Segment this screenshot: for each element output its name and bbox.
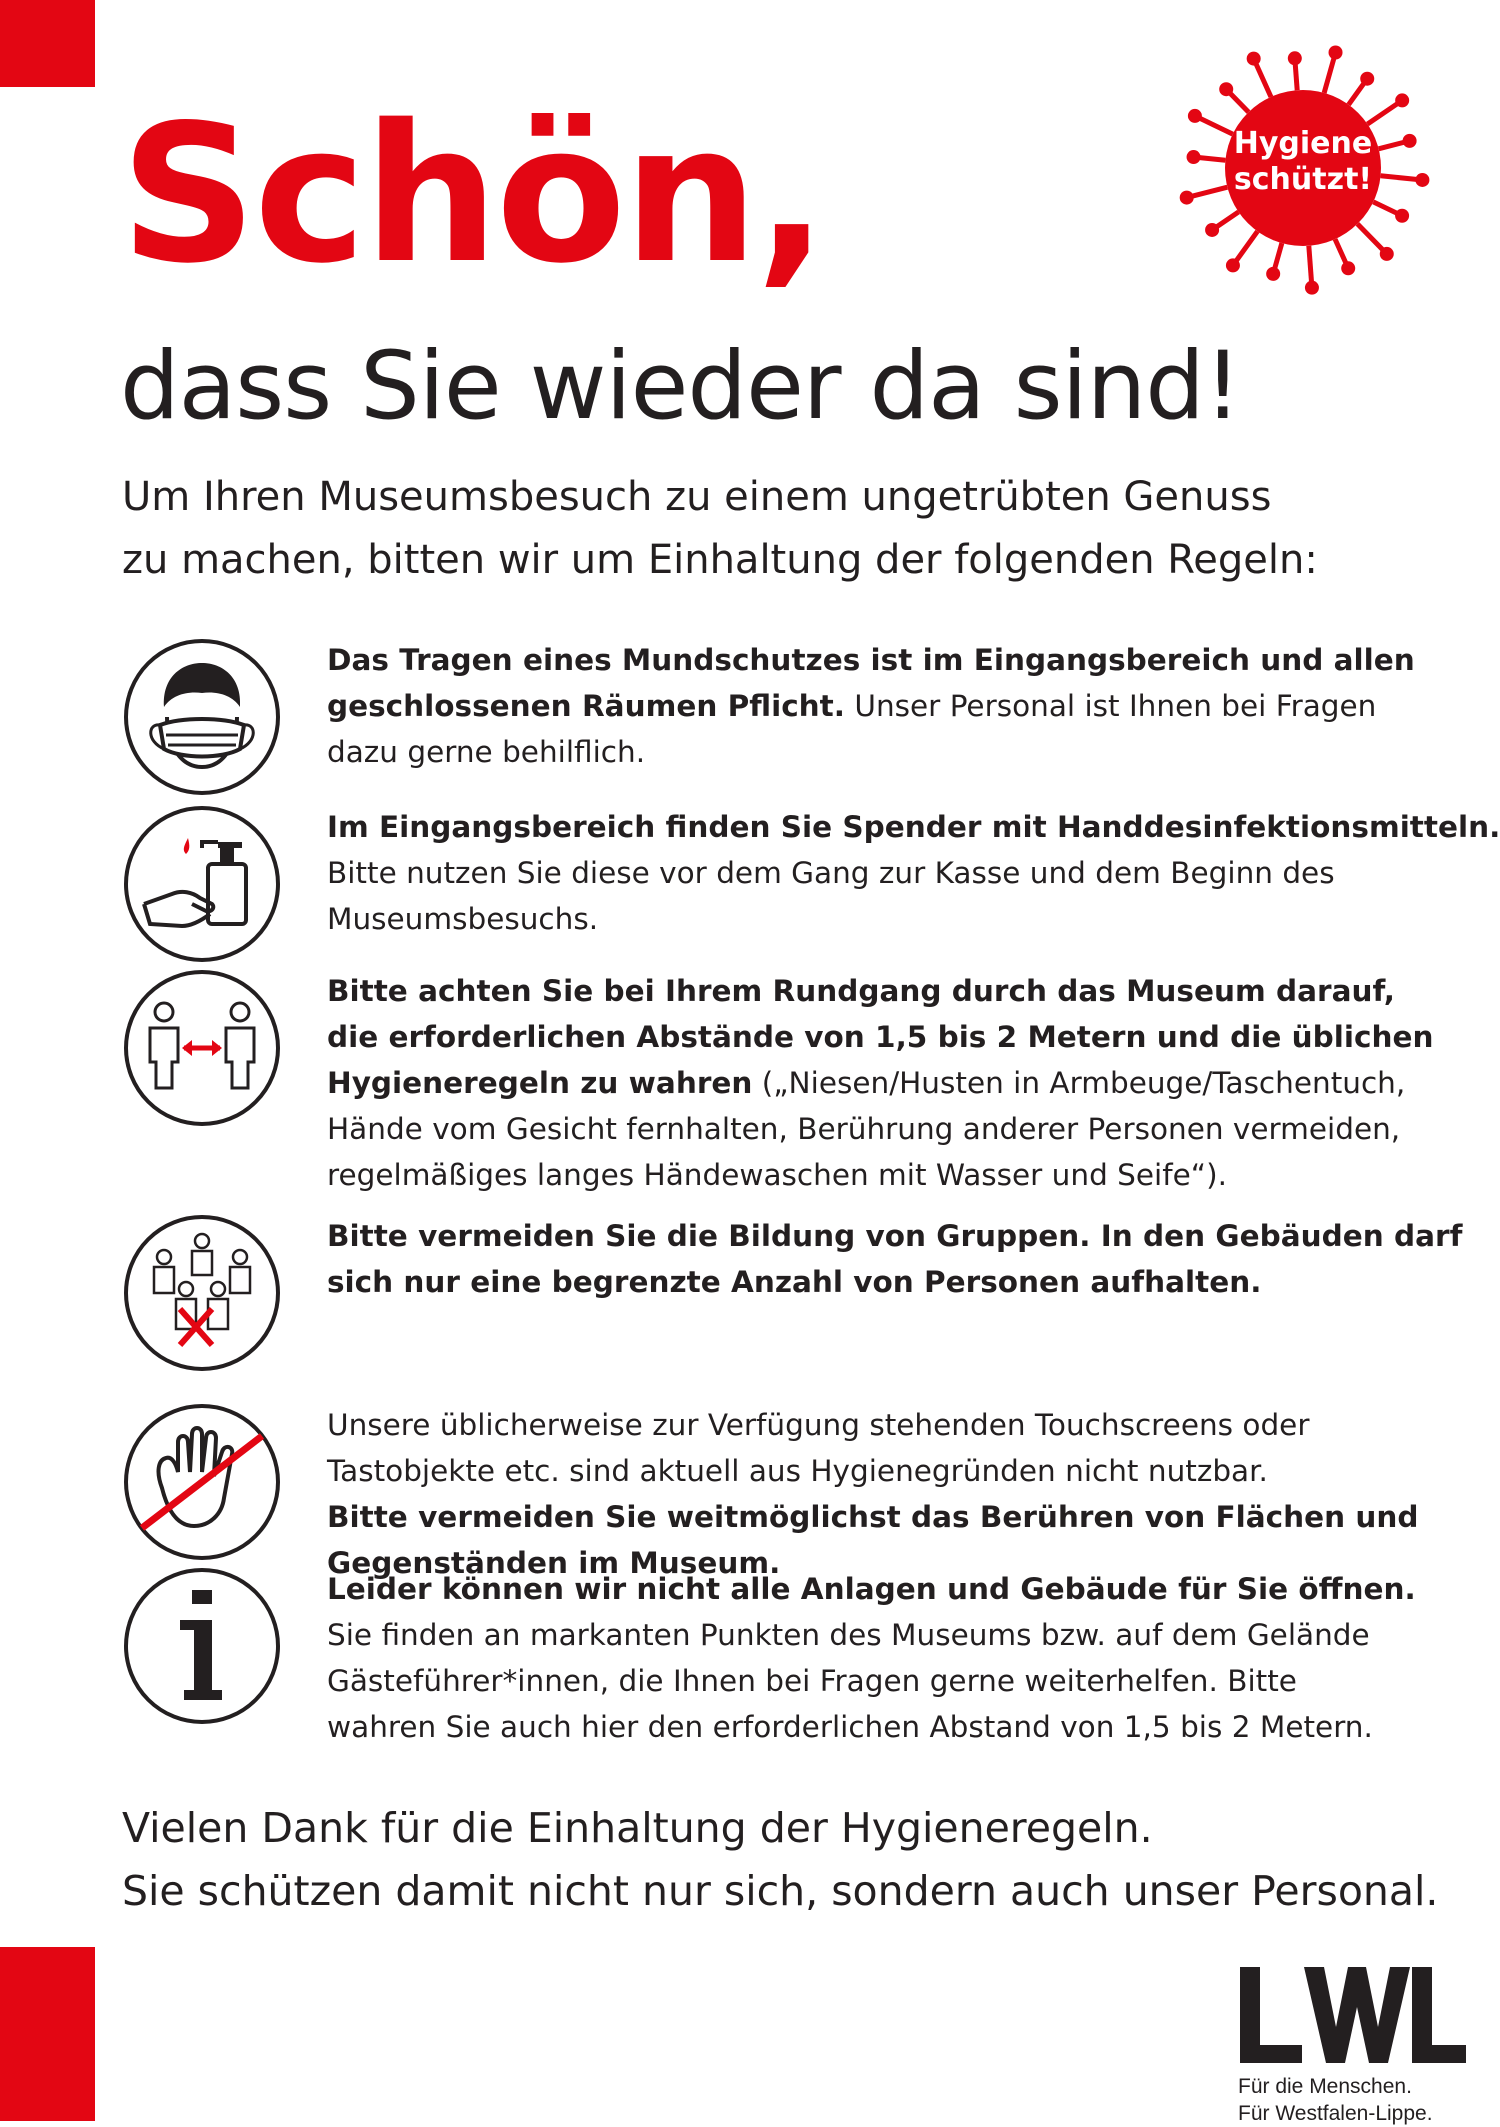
virus-spike-knob <box>1360 72 1374 86</box>
rule-line <box>327 1494 1457 1540</box>
rule-line <box>327 850 1457 896</box>
virus-spike-knob <box>1188 109 1202 123</box>
badge-line-2: schützt! <box>1233 162 1373 197</box>
rule-line <box>327 1213 1463 1259</box>
rule-line-normal: Gästeführer*innen, die Ihnen bei Fragen gerne weiterhelfen. Bitte <box>327 1664 1297 1698</box>
virus-spike-knob <box>1305 281 1319 295</box>
rule-line-normal: („Niesen/Husten in Armbeuge/Taschentuch, <box>752 1066 1406 1100</box>
rule-line <box>327 1658 1457 1704</box>
rule-line-bold: die erforderlichen Abstände von 1,5 bis 2 Metern und die üblichen <box>327 1020 1434 1054</box>
virus-spike-knob <box>1247 52 1261 66</box>
rule-line-bold: Bitte vermeiden Sie weitmöglichst das Berühren von Flächen und <box>327 1500 1419 1534</box>
virus-spike-knob <box>1341 261 1355 275</box>
intro-text <box>122 466 1422 592</box>
rule-line <box>327 896 1457 942</box>
rule-line-bold: Leider können wir nicht alle Anlagen und Gebäude für Sie öffnen. <box>327 1572 1416 1606</box>
rule-line <box>327 1152 1457 1198</box>
headline-title: Schön, <box>120 84 825 305</box>
rule-line <box>327 1402 1457 1448</box>
rule-line-bold: sich nur eine begrenzte Anzahl von Personen aufhalten. <box>327 1265 1262 1299</box>
hand-sanitizer-icon <box>122 804 282 964</box>
rule-line-normal: Bitte nutzen Sie diese vor dem Gang zur Kasse und dem Beginn des <box>327 856 1335 890</box>
rule-text <box>327 637 1457 775</box>
info-icon <box>122 1566 282 1726</box>
headline-subtitle: dass Sie wieder da sind! <box>120 332 1241 441</box>
distance-icon <box>122 968 282 1128</box>
hygiene-badge-text <box>1168 126 1438 198</box>
rule-line <box>327 637 1457 683</box>
intro-line-2: zu machen, bitten wir um Einhaltung der folgenden Regeln: <box>122 537 1318 583</box>
red-corner-bottom <box>0 1947 95 2121</box>
rule-line-normal: Sie finden an markanten Punkten des Museums bzw. auf dem Gelände <box>327 1618 1370 1652</box>
virus-spike-knob <box>1266 267 1280 281</box>
rule-line-bold: Das Tragen eines Mundschutzes ist im Eingangsbereich und allen <box>327 643 1415 677</box>
virus-spike-knob <box>1288 51 1302 65</box>
rule-line <box>327 1704 1457 1750</box>
virus-spike-knob <box>1205 223 1219 237</box>
rule-line <box>327 1060 1457 1106</box>
rule-line-normal: Museumsbesuchs. <box>327 902 599 936</box>
virus-spike-knob <box>1395 209 1409 223</box>
rule-line <box>327 729 1457 775</box>
rule-line-bold: Bitte vermeiden Sie die Bildung von Gruppen. In den Gebäuden darf <box>327 1219 1463 1253</box>
thanks-text <box>122 1797 1452 1923</box>
intro-line-1: Um Ihren Museumsbesuch zu einem ungetrübten Genuss <box>122 474 1272 520</box>
thanks-line-1: Vielen Dank für die Einhaltung der Hygieneregeln. <box>122 1804 1153 1852</box>
virus-spike-knob <box>1380 247 1394 261</box>
rule-line-normal: Hände vom Gesicht fernhalten, Berührung anderer Personen vermeiden, <box>327 1112 1401 1146</box>
thanks-line-2: Sie schützen damit nicht nur sich, sondern auch unser Personal. <box>122 1867 1439 1915</box>
rule-line <box>327 1612 1457 1658</box>
rule-line-normal: wahren Sie auch hier den erforderlichen Abstand von 1,5 bis 2 Metern. <box>327 1710 1373 1744</box>
virus-spike-knob <box>1226 258 1240 272</box>
virus-spike-knob <box>1219 82 1233 96</box>
rule-line <box>327 1566 1457 1612</box>
rule-line <box>327 968 1457 1014</box>
rule-line <box>327 1106 1457 1152</box>
rule-line <box>327 1448 1457 1494</box>
red-corner-top <box>0 0 95 87</box>
face-mask-icon <box>122 637 282 797</box>
rule-line-normal: Tastobjekte etc. sind aktuell aus Hygienegründen nicht nutzbar. <box>327 1454 1268 1488</box>
lwl-wordmark-icon <box>1238 1965 1468 2065</box>
rule-line-bold: Bitte achten Sie bei Ihrem Rundgang durch das Museum darauf, <box>327 974 1395 1008</box>
rule-line <box>327 683 1457 729</box>
no-groups-icon <box>122 1213 282 1373</box>
rule-line <box>327 804 1500 850</box>
lwl-tagline-1: Für die Menschen. <box>1238 2075 1412 2098</box>
rule-text <box>327 804 1500 942</box>
rule-line <box>327 1014 1457 1060</box>
rule-text <box>327 1566 1457 1750</box>
rule-line-normal: regelmäßiges langes Händewaschen mit Wasser und Seife“). <box>327 1158 1227 1192</box>
rule-text <box>327 1402 1457 1586</box>
lwl-logo <box>1238 1965 1468 2127</box>
rule-text <box>327 1213 1463 1305</box>
rule-text <box>327 968 1457 1198</box>
rule-line-bold: geschlossenen Räumen Pflicht. <box>327 689 845 723</box>
rule-line-bold: Gegenständen im Museum. <box>327 1546 781 1580</box>
no-touch-icon <box>122 1402 282 1562</box>
lwl-tagline-2: Für Westfalen-Lippe. <box>1238 2102 1433 2125</box>
rule-line-normal: Unsere üblicherweise zur Verfügung stehenden Touchscreens oder <box>327 1408 1310 1442</box>
virus-spike-knob <box>1329 45 1343 59</box>
lwl-tagline <box>1238 2073 1468 2127</box>
virus-spike-knob <box>1395 93 1409 107</box>
rule-line-bold: Hygieneregeln zu wahren <box>327 1066 753 1100</box>
rule-line <box>327 1259 1457 1305</box>
badge-line-1: Hygiene <box>1233 126 1373 161</box>
rule-line-normal: Unser Personal ist Ihnen bei Fragen <box>845 689 1377 723</box>
rule-line-bold: Im Eingangsbereich finden Sie Spender mit Handdesinfektionsmitteln. <box>327 810 1500 844</box>
rule-line-normal: dazu gerne behilflich. <box>327 735 646 769</box>
